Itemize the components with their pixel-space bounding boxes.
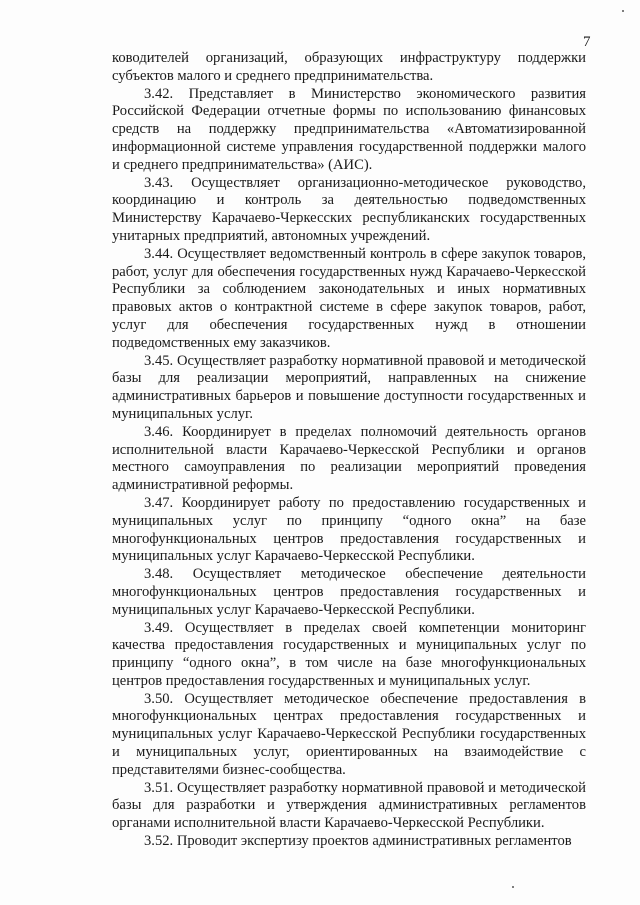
paragraph-3-47: 3.47. Координирует работу по предоставлению государственных и муниципальных услуг по принципу “одного окна” на базе многофункциональных центров предоставления государственных и муниципальных услуг Карачаево-Черкесской Республики. — [112, 494, 586, 565]
paragraph-3-46: 3.46. Координирует в пределах полномочий деятельность органов исполнительной власти Карачаево-Черкесской Республики и органов местного самоуправления по реализации мероприятий проведения административной реформы. — [112, 423, 586, 494]
paragraph-continuation: ководителей организаций, образующих инфраструктуру поддержки субъектов малого и среднего предпринимательства. — [112, 50, 586, 84]
page-number: 7 — [583, 34, 591, 50]
paragraph-3-45: 3.45. Осуществляет разработку нормативной правовой и методической базы для реализации мероприятий, направленных на снижение административных барьеров и повышение доступности государственных и муниципальных услуг. — [112, 352, 586, 422]
paragraph-3-44: 3.44. Осуществляет ведомственный контроль в сфере закупок товаров, работ, услуг для обеспечения государственных нужд Карачаево-Черкесской Республики за соблюдением законодательных и иных нормативных правовых актов о контрактной системе в сфере закупок товаров, работ, услуг для обеспечения государственных нужд в отношении подведомственных ему заказчиков. — [112, 245, 586, 351]
scan-speck — [622, 10, 624, 12]
paragraph-3-51: 3.51. Осуществляет разработку нормативной правовой и методической базы для разработки и утверждения административных регламентов органами исполнительной власти Карачаево-Черкесской Республики. — [112, 779, 586, 832]
document-body — [112, 50, 586, 851]
paragraph-3-42: 3.42. Представляет в Министерство экономического развития Российской Федерации отчетные формы по использованию финансовых средств на поддержку предпринимательства «Автоматизированной информационной системе управления государственной поддержки малого и среднего предпринимательства» (АИС). — [112, 85, 586, 173]
paragraph-3-43: 3.43. Осуществляет организационно-методическое руководство, координацию и контроль за деятельностью подведомственных Министерству Карачаево-Черкесских республиканских государственных унитарных предприятий, автономных учреждений. — [112, 174, 586, 244]
paragraph-3-52: 3.52. Проводит экспертизу проектов административных регламентов — [144, 833, 572, 850]
scan-speck — [512, 886, 514, 888]
paragraph-3-48: 3.48. Осуществляет методическое обеспечение деятельности многофункциональных центров предоставления государственных и муниципальных услуг Карачаево-Черкесской Республики. — [112, 566, 586, 618]
paragraph-3-49: 3.49. Осуществляет в пределах своей компетенции мониторинг качества предоставления государственных и муниципальных услуг по принципу “одного окна”, в том числе на базе многофункциональных центров предоставления государственных и муниципальных услуг. — [112, 619, 586, 689]
paragraph-3-50: 3.50. Осуществляет методическое обеспечение предоставления в многофункциональных центрах предоставления государственных и муниципальных услуг Карачаево-Черкесской Республики государственных и муниципальных услуг, ориентированных на взаимодействие с представителями бизнес-сообщества. — [112, 690, 586, 778]
